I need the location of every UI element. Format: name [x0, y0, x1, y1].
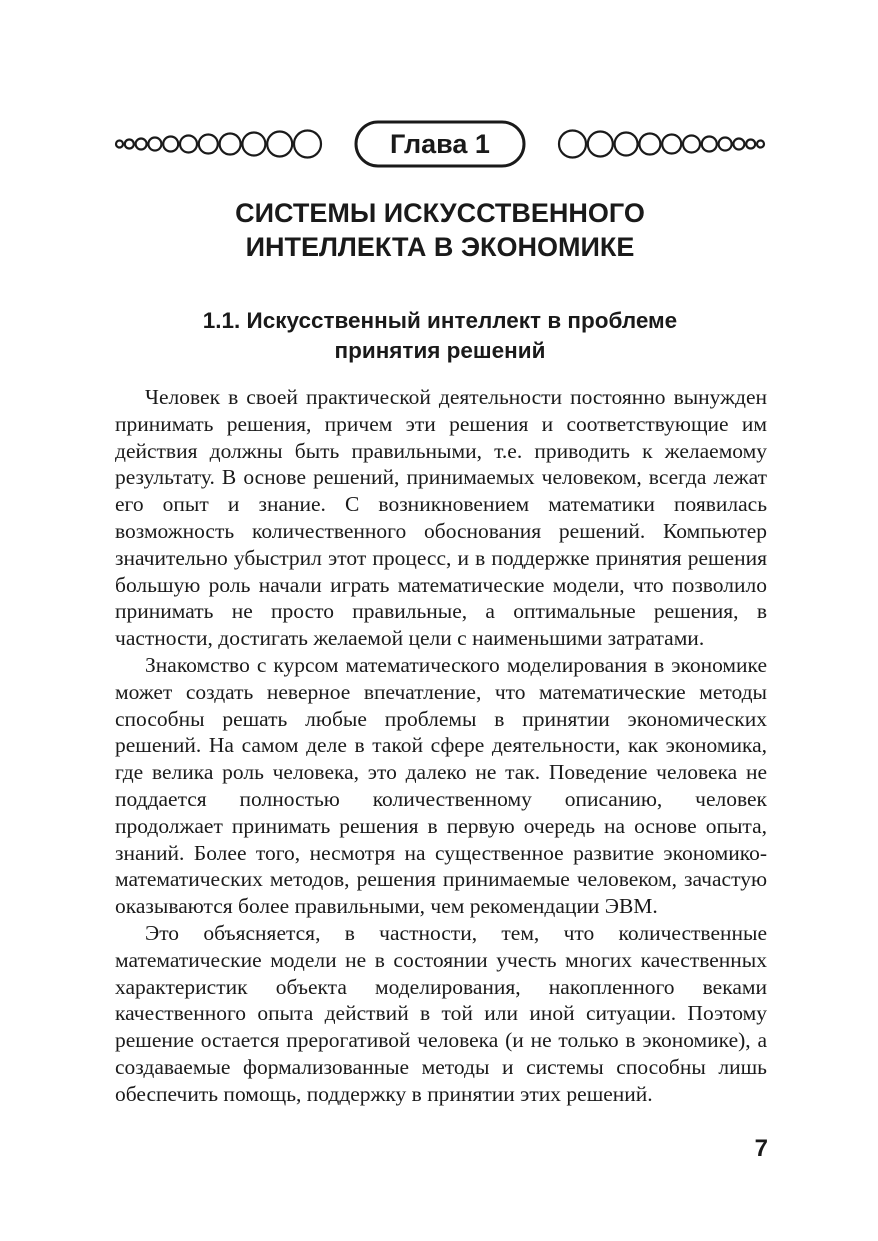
paragraph: Это объясняется, в частности, тем, что количественные математические модели не в состоянии учесть многих качественных характеристик объекта моделирования, накопленного веками качественного опыта действий в той или иной ситуации. Поэтому решение остается прерогативой человека (и не только в экономике), а создаваемые формализованные методы и системы способны лишь обеспечить помощь, поддержку в принятии этих решений. — [115, 920, 767, 1106]
chapter-title-line: СИСТЕМЫ ИСКУССТВЕННОГО — [235, 198, 645, 228]
section-title-line: 1.1. Искусственный интеллект в проблеме — [202, 308, 678, 333]
section-title-line: принятия решений — [334, 338, 546, 363]
chapter-label: Глава 1 — [390, 128, 490, 159]
chapter-banner — [112, 116, 768, 172]
body-text — [115, 384, 767, 1108]
paragraph: Знакомство с курсом математического моделирования в экономике может создать неверное впечатление, что математические методы способны решать любые проблемы в принятии экономических решений. На самом деле в такой сфере деятельности, как экономика, где велика роль человека, это далеко не так. Поведение человека не поддается полностью количественному описанию, человек продолжает принимать решения в первую очередь на основе опыта, знаний. Более того, несмотря на существенное развитие экономико-математических методов, решения принимаемые человеком, зачастую оказываются более правильными, чем рекомендации ЭВМ. — [115, 652, 767, 919]
chapter-title-line: ИНТЕЛЛЕКТА В ЭКОНОМИКЕ — [245, 232, 635, 262]
page-number: 7 — [754, 1135, 768, 1162]
section-title — [110, 306, 770, 366]
chapter-title — [90, 196, 790, 264]
paragraph: Человек в своей практической деятельности постоянно вынужден принимать решения, причем эти решения и соответствующие им действия должны быть правильными, т.е. приводить к желаемому результату. В основе решений, принимаемых человеком, всегда лежат его опыт и знание. С возникновением математики появилась возможность количественного обоснования решений. Компьютер значительно убыстрил этот процесс, и в поддержке принятия решения большую роль начали играть математические модели, что позволило принимать не просто правильные, а оптимальные решения, в частности, достигать желаемой цели с наименьшими затратами. — [115, 385, 767, 651]
